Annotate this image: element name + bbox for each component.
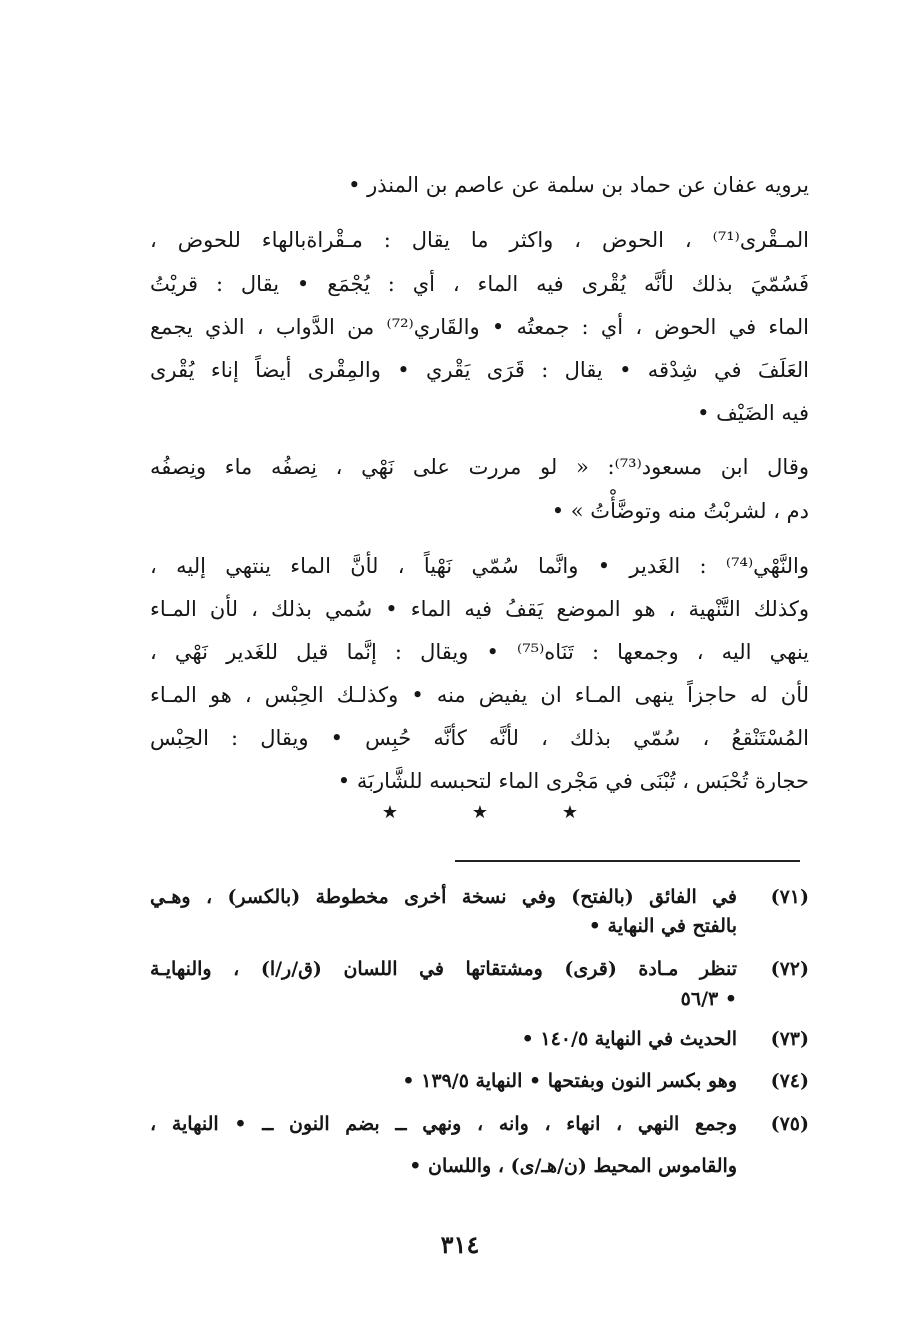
body-line-1: يرويه عفان عن حماد بن سلمة عن عاصم بن المنذر • bbox=[348, 173, 809, 197]
footnote-number-75: (٧٥) bbox=[770, 1113, 809, 1135]
body-line-13: المُسْتَنْقعُ ، سُمّي بذلك ، لأنَّه كأنَّه حُبِس • ويقال : الحِبْس bbox=[150, 726, 809, 750]
body-line-11: ينهي اليه ، وجمعها : تَنَاه⁽⁷⁵⁾ • ويقال : إنَّما قيل للغَدير نَهْي ، bbox=[150, 640, 809, 664]
body-line-10: وكذلك التَّنْهية ، هو الموضع يَقفُ فيه الماء • سُمي بذلك ، لأن المـاء bbox=[150, 597, 809, 621]
body-line-14: حجارة تُحْبَس ، تُبْنَى في مَجْرى الماء لتحبسه للشَّاربَة • bbox=[337, 769, 809, 793]
body-line-9: والنَّهْي⁽⁷⁴⁾ : الغَدير • وانَّما سُمّي نَهْياً ، لأنَّ الماء ينتهي إليه ، bbox=[150, 554, 809, 578]
star-icon: ★ bbox=[471, 802, 489, 823]
footnote-75-line-2: والقاموس المحيط (ن/هـ/ى) ، واللسان • bbox=[409, 1155, 737, 1177]
body-line-8: دم ، لشربْتُ منه وتوضَّأْتُ » • bbox=[551, 499, 809, 523]
body-line-3: فَسُمّيَ بذلك لأنَّه يُقْرى فيه الماء ، أي : يُجْمَع • يقال : قريْتُ bbox=[150, 272, 809, 296]
footnote-number-74: (٧٤) bbox=[770, 1070, 809, 1092]
footnote-number-72: (٧٢) bbox=[770, 958, 809, 980]
footnote-number-71: (٧١) bbox=[770, 886, 809, 908]
footnote-73-line-1: الحديث في النهاية ١٤٠/٥ • bbox=[521, 1028, 737, 1050]
body-line-12: لأن له حاجزاً ينهى المـاء ان يفيض منه • وكذلـك الحِبْس ، هو المـاء bbox=[150, 683, 809, 707]
page-number: ٣١٤ bbox=[440, 1230, 480, 1259]
body-line-6: فيه الضَيْف • bbox=[697, 401, 809, 425]
footnote-72-line-1: تنظر مـادة (قرى) ومشتقاتها في اللسان (ق/ر/ا) ، والنهايـة bbox=[150, 958, 737, 980]
footnote-72-line-2: ٥٦/٣ • bbox=[680, 988, 737, 1010]
footnote-74-line-1: وهو بكسر النون وبفتحها • النهاية ١٣٩/٥ • bbox=[402, 1070, 737, 1092]
body-line-2: المـقْرى⁽⁷¹⁾ ، الحوض ، واكثر ما يقال : مـقْراةبالهاء للحوض ، bbox=[150, 228, 809, 252]
star-icon: ★ bbox=[381, 802, 399, 823]
star-icon: ★ bbox=[561, 802, 579, 823]
footnote-71-line-1: في الفائق (بالفتح) وفي نسخة أخرى مخطوطة (بالكسر) ، وهـي bbox=[150, 886, 737, 908]
footnote-71-line-2: بالفتح في النهاية • bbox=[588, 915, 737, 937]
footnote-75-line-1: وجمع النهي ، انهاء ، وانه ، ونهي ــ بضم النون ــ • النهاية ، bbox=[150, 1113, 737, 1135]
footnote-divider bbox=[455, 860, 800, 862]
footnote-number-73: (٧٣) bbox=[770, 1028, 809, 1050]
body-line-5: العَلَفَ في شِدْقه • يقال : قَرَى يَقْري • والمِقْرى أيضاً إناء يُقْرى bbox=[150, 358, 809, 382]
body-line-4: الماء في الحوض ، أي : جمعتُه • والقَاري⁽⁷²⁾ من الدَّواب ، الذي يجمع bbox=[150, 315, 809, 339]
section-separator-stars bbox=[380, 803, 580, 823]
body-line-7: وقال ابن مسعود⁽⁷³⁾: « لو مررت على نَهْي ، نِصفُه ماء ونِصفُه bbox=[150, 455, 809, 479]
